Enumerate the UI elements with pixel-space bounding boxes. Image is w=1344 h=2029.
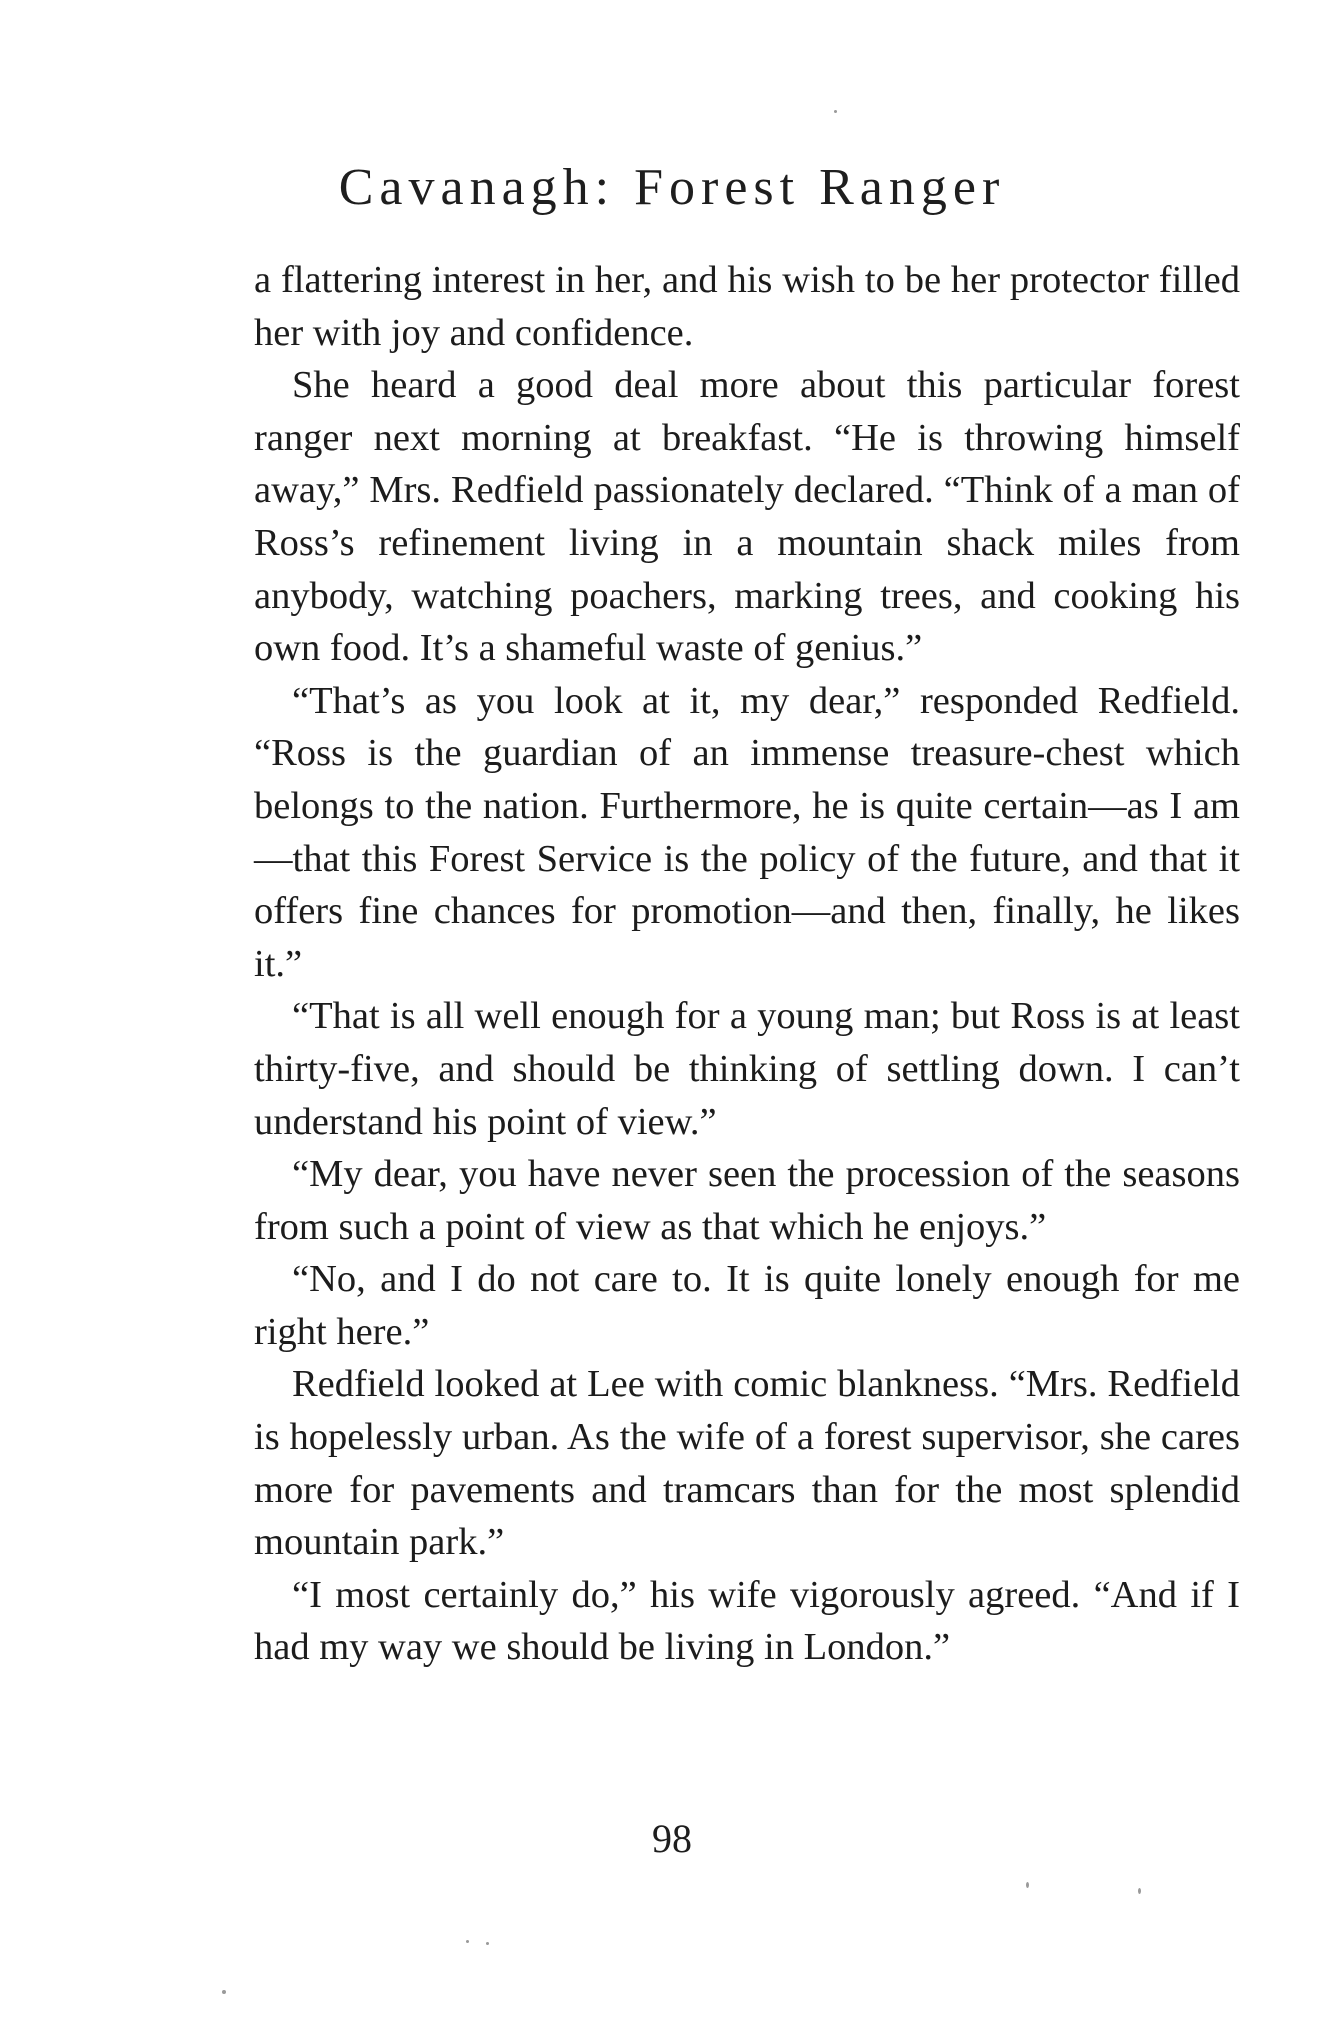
page-number: 98 xyxy=(652,1816,692,1861)
scan-speck xyxy=(486,1942,489,1945)
body-text xyxy=(254,254,1240,1674)
paragraph: “That is all well enough for a young man; but Ross is at least thirty-five, and should be thinking of settling down. I can’t understand his point of view.” xyxy=(254,995,1240,1143)
scan-speck xyxy=(834,110,837,113)
paragraph: “No, and I do not care to. It is quite lonely enough for me right here.” xyxy=(254,1258,1240,1353)
scan-speck xyxy=(466,1940,469,1943)
scan-speck xyxy=(1026,1882,1029,1888)
paragraph: She heard a good deal more about this particular forest ranger next morning at breakfast. “He is throwing himself away,” Mrs. Redfield passionately declared. “Think of a man of Ross’s refinement living in a mountain shack miles from anybody, watching poachers, marking trees, and cooking his own food. It’s a shameful waste of genius.” xyxy=(254,364,1240,670)
paragraph: “My dear, you have never seen the procession of the seasons from such a point of view as that which he enjoys.” xyxy=(254,1153,1240,1248)
running-title: Cavanagh: Forest Ranger xyxy=(338,159,1006,216)
paragraph: Redfield looked at Lee with comic blankness. “Mrs. Redfield is hopelessly urban. As the wife of a forest supervisor, she cares more for pavements and tramcars than for the most splendid mountain park.” xyxy=(254,1363,1240,1564)
paragraph: “I most certainly do,” his wife vigorously agreed. “And if I had my way we should be living in London.” xyxy=(254,1573,1240,1669)
paragraph-continued: a flattering interest in her, and his wish to be her protector filled her with joy and confidence. xyxy=(254,259,1240,354)
paragraph: “That’s as you look at it, my dear,” responded Redfield. “Ross is the guardian of an immense treasure-chest which belongs to the nation. Furthermore, he is quite certain—as I am—that this Forest Service is the policy of the future, and that it offers fine chances for promotion—and then, finally, he likes it.” xyxy=(254,679,1240,985)
scan-speck xyxy=(1138,1888,1141,1894)
scan-speck xyxy=(222,1990,226,1994)
